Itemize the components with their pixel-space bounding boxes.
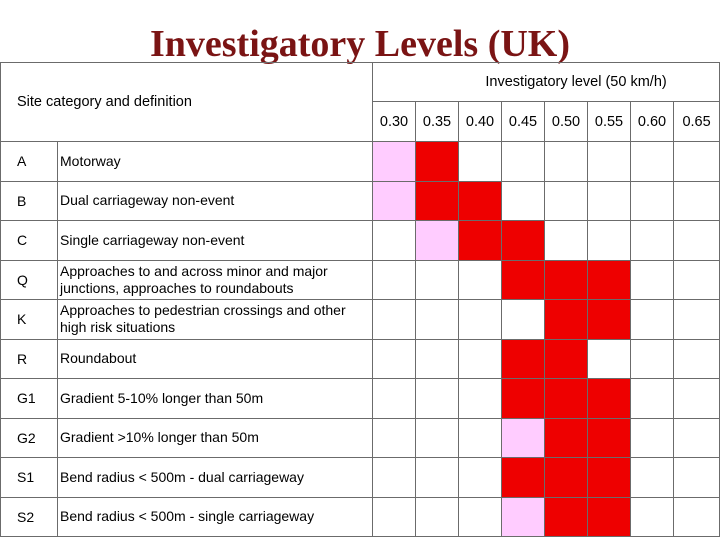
page-title: Investigatory Levels (UK): [149, 23, 571, 65]
level-cell-red: [588, 300, 631, 340]
level-cell-white: [674, 339, 720, 379]
level-cell-white: [502, 181, 545, 221]
table-row: [1, 458, 720, 498]
level-cell-white: [459, 260, 502, 300]
level-cell-white: [674, 300, 720, 340]
level-cell-white: [631, 497, 674, 537]
level-cell-white: [373, 497, 416, 537]
level-cell-white: [631, 339, 674, 379]
level-cell-white: [674, 142, 720, 182]
level-cell-white: [373, 379, 416, 419]
site-category-cell: G1: [1, 379, 58, 419]
level-cell-white: [631, 379, 674, 419]
level-cell-white: [674, 260, 720, 300]
level-cell-pink: [373, 181, 416, 221]
level-cell-white: [459, 458, 502, 498]
level-cell-white: [588, 181, 631, 221]
level-cell-red: [502, 339, 545, 379]
level-cell-white: [631, 300, 674, 340]
level-cell-red: [502, 379, 545, 419]
table-row: [1, 300, 720, 340]
level-cell-white: [373, 300, 416, 340]
level-cell-white: [416, 497, 459, 537]
level-header-cell: 0.60: [631, 102, 674, 142]
site-definition-cell: Bend radius < 500m - dual carriageway: [58, 458, 373, 498]
level-cell-white: [545, 221, 588, 261]
level-cell-white: [502, 142, 545, 182]
level-cell-red: [588, 458, 631, 498]
level-cell-white: [459, 497, 502, 537]
level-cell-white: [674, 458, 720, 498]
table-row: [1, 221, 720, 261]
level-cell-white: [588, 339, 631, 379]
site-definition-cell: Gradient >10% longer than 50m: [58, 418, 373, 458]
level-cell-pink: [373, 142, 416, 182]
table-row: [1, 260, 720, 300]
level-cell-white: [588, 142, 631, 182]
level-cell-white: [631, 142, 674, 182]
table-row: [1, 418, 720, 458]
site-category-cell: B: [1, 181, 58, 221]
site-category-cell: S1: [1, 458, 58, 498]
level-cell-red: [545, 260, 588, 300]
level-header-cell: 0.30: [373, 102, 416, 142]
level-cell-white: [631, 418, 674, 458]
level-cell-white: [459, 339, 502, 379]
site-category-cell: S2: [1, 497, 58, 537]
level-cell-red: [588, 418, 631, 458]
level-cell-red: [588, 260, 631, 300]
level-cell-white: [631, 458, 674, 498]
site-category-cell: G2: [1, 418, 58, 458]
site-definition-cell: Bend radius < 500m - single carriageway: [58, 497, 373, 537]
level-cell-white: [545, 181, 588, 221]
site-definition-cell: Single carriageway non-event: [58, 221, 373, 261]
level-cell-red: [588, 379, 631, 419]
site-definition-cell: Roundabout: [58, 339, 373, 379]
level-cell-white: [373, 418, 416, 458]
site-category-cell: C: [1, 221, 58, 261]
level-cell-red: [545, 418, 588, 458]
level-cell-white: [416, 418, 459, 458]
level-cell-white: [373, 458, 416, 498]
site-category-header: Site category and definition: [1, 63, 373, 142]
site-definition-cell: Gradient 5-10% longer than 50m: [58, 379, 373, 419]
level-cell-white: [674, 418, 720, 458]
level-cell-white: [674, 181, 720, 221]
level-header-cell: 0.55: [588, 102, 631, 142]
level-cell-red: [459, 221, 502, 261]
level-header-cell: 0.40: [459, 102, 502, 142]
table-row: [1, 497, 720, 537]
level-cell-pink: [502, 497, 545, 537]
level-header-cell: 0.65: [674, 102, 720, 142]
table-row: [1, 339, 720, 379]
level-cell-red: [502, 260, 545, 300]
level-cell-white: [588, 221, 631, 261]
level-cell-white: [373, 339, 416, 379]
level-cell-white: [416, 458, 459, 498]
site-category-cell: R: [1, 339, 58, 379]
level-cell-red: [416, 181, 459, 221]
investigatory-level-header: Investigatory level (50 km/h): [373, 63, 720, 102]
level-cell-red: [588, 497, 631, 537]
level-header-cell: 0.35: [416, 102, 459, 142]
table-row: [1, 181, 720, 221]
site-definition-cell: Approaches to and across minor and major junctions, approaches to roundabouts: [58, 260, 373, 300]
level-cell-white: [416, 379, 459, 419]
level-cell-white: [416, 339, 459, 379]
site-category-cell: Q: [1, 260, 58, 300]
level-cell-white: [674, 221, 720, 261]
level-cell-red: [545, 379, 588, 419]
level-cell-white: [459, 418, 502, 458]
level-cell-white: [674, 379, 720, 419]
level-cell-white: [674, 497, 720, 537]
site-definition-cell: Approaches to pedestrian crossings and other high risk situations: [58, 300, 373, 340]
table-row: [1, 379, 720, 419]
level-cell-white: [631, 181, 674, 221]
level-cell-white: [459, 379, 502, 419]
level-cell-white: [373, 260, 416, 300]
level-cell-red: [502, 458, 545, 498]
level-cell-white: [416, 260, 459, 300]
level-cell-white: [545, 142, 588, 182]
site-definition-cell: Dual carriageway non-event: [58, 181, 373, 221]
level-cell-white: [502, 300, 545, 340]
level-cell-white: [631, 221, 674, 261]
level-cell-red: [545, 497, 588, 537]
site-category-cell: A: [1, 142, 58, 182]
level-cell-white: [459, 142, 502, 182]
level-cell-pink: [416, 221, 459, 261]
level-cell-red: [545, 339, 588, 379]
table-body: [1, 142, 720, 537]
level-cell-white: [416, 300, 459, 340]
level-cell-red: [459, 181, 502, 221]
level-header-cell: 0.50: [545, 102, 588, 142]
site-category-cell: K: [1, 300, 58, 340]
level-cell-pink: [502, 418, 545, 458]
site-definition-cell: Motorway: [58, 142, 373, 182]
level-cell-white: [631, 260, 674, 300]
level-cell-red: [545, 458, 588, 498]
investigatory-levels-table: [0, 62, 720, 537]
level-cell-red: [416, 142, 459, 182]
level-cell-red: [545, 300, 588, 340]
level-cell-red: [502, 221, 545, 261]
table-row: [1, 142, 720, 182]
level-cell-white: [373, 221, 416, 261]
level-header-cell: 0.45: [502, 102, 545, 142]
level-cell-white: [459, 300, 502, 340]
